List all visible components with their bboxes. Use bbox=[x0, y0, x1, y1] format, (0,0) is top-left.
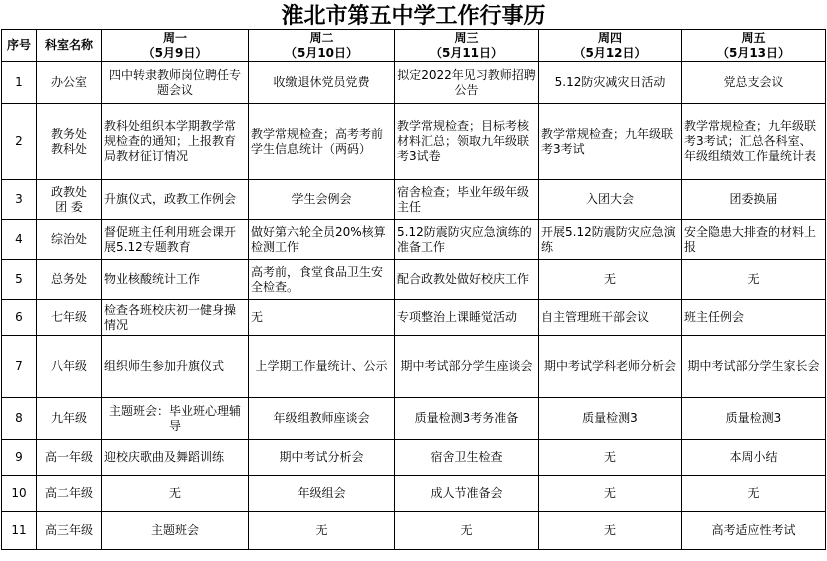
cell-tue: 期中考试分析会 bbox=[249, 440, 395, 476]
row-index: 8 bbox=[2, 398, 37, 440]
row-index: 11 bbox=[2, 512, 37, 550]
table-row bbox=[2, 104, 826, 180]
cell-thu: 无 bbox=[539, 476, 682, 512]
cell-thu: 教学常规检查；九年级联考3考试 bbox=[539, 104, 682, 180]
row-dept bbox=[37, 300, 102, 336]
row-index: 4 bbox=[2, 220, 37, 260]
header-day-fri bbox=[682, 30, 826, 62]
table-row bbox=[2, 336, 826, 398]
schedule-table bbox=[1, 29, 826, 550]
row-dept bbox=[37, 476, 102, 512]
cell-fri: 期中考试部分学生家长会 bbox=[682, 336, 826, 398]
day-name: 周四 bbox=[597, 30, 622, 45]
row-dept bbox=[37, 398, 102, 440]
row-index: 1 bbox=[2, 62, 37, 104]
cell-mon: 无 bbox=[102, 476, 249, 512]
cell-wed: 拟定2022年见习教师招聘公告 bbox=[395, 62, 539, 104]
day-name: 周一 bbox=[162, 30, 187, 45]
cell-tue: 年级组会 bbox=[249, 476, 395, 512]
cell-tue: 学生会例会 bbox=[249, 180, 395, 220]
cell-thu: 自主管理班干部会议 bbox=[539, 300, 682, 336]
cell-thu: 质量检测3 bbox=[539, 398, 682, 440]
dept-name-2: 教科处 bbox=[50, 141, 87, 156]
cell-tue: 做好第六轮全员20%核算检测工作 bbox=[249, 220, 395, 260]
cell-tue: 年级组教师座谈会 bbox=[249, 398, 395, 440]
row-dept bbox=[37, 220, 102, 260]
cell-fri: 教学常规检查；九年级联考3考试；汇总各科室、年级组绩效工作量统计表 bbox=[682, 104, 826, 180]
header-index: 序号 bbox=[2, 30, 37, 62]
cell-fri: 班主任例会 bbox=[682, 300, 826, 336]
row-dept bbox=[37, 336, 102, 398]
cell-mon: 组织师生参加升旗仪式 bbox=[102, 336, 249, 398]
cell-fri: 高考适应性考试 bbox=[682, 512, 826, 550]
day-name: 周二 bbox=[309, 30, 334, 45]
table-row bbox=[2, 512, 826, 550]
header-day-mon bbox=[102, 30, 249, 62]
dept-name: 高一年级 bbox=[44, 450, 93, 464]
cell-fri: 质量检测3 bbox=[682, 398, 826, 440]
row-dept bbox=[37, 62, 102, 104]
cell-wed: 质量检测3考务准备 bbox=[395, 398, 539, 440]
row-index: 6 bbox=[2, 300, 37, 336]
dept-name: 总务处 bbox=[50, 272, 87, 286]
cell-wed: 成人节准备会 bbox=[395, 476, 539, 512]
cell-fri: 本周小结 bbox=[682, 440, 826, 476]
cell-tue: 上学期工作量统计、公示 bbox=[249, 336, 395, 398]
cell-thu: 无 bbox=[539, 512, 682, 550]
cell-thu: 期中考试学科老师分析会 bbox=[539, 336, 682, 398]
cell-mon: 主题班会：毕业班心理辅导 bbox=[102, 398, 249, 440]
cell-thu: 开展5.12防震防灾应急演练 bbox=[539, 220, 682, 260]
dept-name: 办公室 bbox=[50, 75, 87, 89]
cell-fri: 无 bbox=[682, 476, 826, 512]
header-day-thu bbox=[539, 30, 682, 62]
row-index: 3 bbox=[2, 180, 37, 220]
cell-thu: 5.12防灾减灾日活动 bbox=[539, 62, 682, 104]
cell-wed: 5.12防震防灾应急演练的准备工作 bbox=[395, 220, 539, 260]
row-dept bbox=[37, 440, 102, 476]
table-row bbox=[2, 220, 826, 260]
table-row bbox=[2, 300, 826, 336]
row-index: 9 bbox=[2, 440, 37, 476]
cell-wed: 期中考试部分学生座谈会 bbox=[395, 336, 539, 398]
cell-mon: 教科处组织本学期教学常规检查的通知；上报教育局教材征订情况 bbox=[102, 104, 249, 180]
cell-wed: 宿舍卫生检查 bbox=[395, 440, 539, 476]
cell-wed: 宿舍检查；毕业年级年级主任 bbox=[395, 180, 539, 220]
row-dept bbox=[37, 180, 102, 220]
cell-thu: 无 bbox=[539, 260, 682, 300]
dept-name: 九年级 bbox=[50, 411, 87, 425]
dept-name: 教务处 bbox=[50, 126, 87, 141]
cell-fri: 无 bbox=[682, 260, 826, 300]
table-row bbox=[2, 476, 826, 512]
table-row bbox=[2, 398, 826, 440]
dept-name: 高二年级 bbox=[44, 486, 93, 500]
header-row bbox=[2, 30, 826, 62]
dept-name: 高三年级 bbox=[44, 523, 93, 537]
cell-mon: 检查各班校庆初一健身操情况 bbox=[102, 300, 249, 336]
dept-name: 七年级 bbox=[50, 310, 87, 324]
day-name: 周三 bbox=[454, 30, 479, 45]
cell-wed: 配合政教处做好校庆工作 bbox=[395, 260, 539, 300]
table-row bbox=[2, 180, 826, 220]
cell-wed: 专项整治上课睡觉活动 bbox=[395, 300, 539, 336]
dept-name: 综治处 bbox=[50, 232, 87, 246]
row-index: 2 bbox=[2, 104, 37, 180]
cell-tue: 无 bbox=[249, 512, 395, 550]
day-date: （5月10日） bbox=[284, 45, 359, 60]
day-date: （5月11日） bbox=[429, 45, 504, 60]
cell-wed: 教学常规检查；目标考核材料汇总；领取九年级联考3试卷 bbox=[395, 104, 539, 180]
cell-fri: 安全隐患大排查的材料上报 bbox=[682, 220, 826, 260]
cell-mon: 四中转隶教师岗位聘任专题会议 bbox=[102, 62, 249, 104]
row-dept bbox=[37, 512, 102, 550]
cell-tue: 高考前，食堂食品卫生安全检查。 bbox=[249, 260, 395, 300]
cell-wed: 无 bbox=[395, 512, 539, 550]
cell-tue: 收缴退休党员党费 bbox=[249, 62, 395, 104]
row-dept bbox=[37, 104, 102, 180]
cell-mon: 迎校庆歌曲及舞蹈训练 bbox=[102, 440, 249, 476]
header-dept: 科室名称 bbox=[37, 30, 102, 62]
day-name: 周五 bbox=[741, 30, 766, 45]
cell-thu: 入团大会 bbox=[539, 180, 682, 220]
row-index: 5 bbox=[2, 260, 37, 300]
page-title: 淮北市第五中学工作行事历 bbox=[281, 3, 546, 29]
cell-mon: 主题班会 bbox=[102, 512, 249, 550]
dept-name: 八年级 bbox=[50, 359, 87, 373]
row-index: 10 bbox=[2, 476, 37, 512]
day-date: （5月9日） bbox=[142, 45, 208, 60]
cell-fri: 党总支会议 bbox=[682, 62, 826, 104]
cell-thu: 无 bbox=[539, 440, 682, 476]
cell-mon: 物业核酸统计工作 bbox=[102, 260, 249, 300]
cell-tue: 无 bbox=[249, 300, 395, 336]
dept-name: 政教处 bbox=[50, 184, 87, 199]
table-row bbox=[2, 260, 826, 300]
table-row bbox=[2, 440, 826, 476]
cell-tue: 教学常规检查；高考考前学生信息统计（两码） bbox=[249, 104, 395, 180]
row-dept bbox=[37, 260, 102, 300]
cell-mon: 督促班主任利用班会课开展5.12专题教育 bbox=[102, 220, 249, 260]
dept-name-2: 团 委 bbox=[55, 199, 83, 214]
row-index: 7 bbox=[2, 336, 37, 398]
day-date: （5月13日） bbox=[716, 45, 791, 60]
header-day-wed bbox=[395, 30, 539, 62]
cell-mon: 升旗仪式，政教工作例会 bbox=[102, 180, 249, 220]
header-day-tue bbox=[249, 30, 395, 62]
cell-fri: 团委换届 bbox=[682, 180, 826, 220]
table-row bbox=[2, 62, 826, 104]
day-date: （5月12日） bbox=[573, 45, 647, 60]
